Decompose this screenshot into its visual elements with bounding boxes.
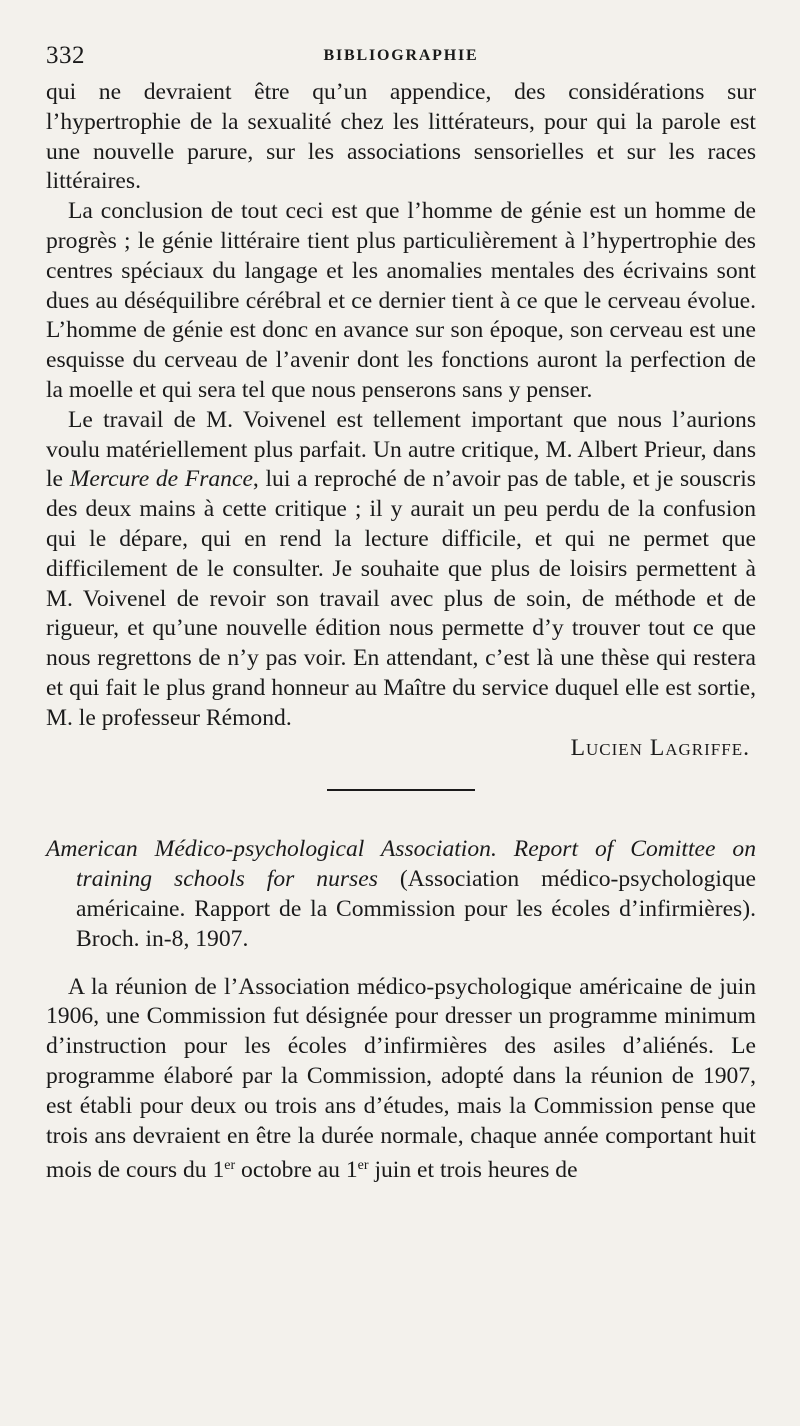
paragraph-review-body — [46, 973, 756, 1187]
paragraph-continuation: qui ne devraient être qu’un appendice, des considérations sur l’hypertrophie de la sexualité chez les littérateurs, pour qui la parole est une nouvelle parure, sur les associations sensorielles et sur les races littéraires. — [46, 79, 756, 195]
body-part-2: octobre au 1 — [235, 1157, 358, 1184]
body-part-3: juin et trois heures de — [368, 1157, 578, 1184]
author-signature: Lucien Lagriffe. — [570, 734, 750, 761]
journal-title: Mercure de France — [69, 466, 253, 493]
page-header — [46, 38, 756, 78]
running-head: BIBLIOGRAPHIE — [323, 47, 479, 64]
section-divider — [327, 789, 475, 791]
review-details: (Association médico-psychologique américaine. Rapport de la Commission pour les écoles d’infirmières). Broch. in-8, 1907. — [76, 866, 757, 952]
page-number: 332 — [46, 42, 85, 69]
superscript-1: er — [224, 1158, 236, 1174]
paragraph-critique — [46, 406, 756, 734]
review-reference — [46, 835, 756, 954]
superscript-2: er — [357, 1158, 369, 1174]
critique-text-before: Le travail de M. Voivenel est tellement important que nous l’aurions voulu matériellement plus parfait. Un autre critique, M. Albert Prieur, dans le — [46, 406, 756, 493]
critique-text-after: , lui a reproché de n’avoir pas de table, et je souscris des deux mains à cette critique ; il y aurait un peu perdu de la confusion qui le dépare, qui en rend la lecture difficile, et qui ne permet que difficilement de le consulter. Je souhaite que plus de loisirs permettent à M. Voivenel de revoir son travail avec plus de soin, de méthode et de rigueur, et qu’une nouvelle édition nous permette d’y trouver tout ce que nous regrettons de n’y pas voir. En attendant, c’est là une thèse qui restera et qui fait le plus grand honneur au Maître du service duquel elle est sortie, M. le professeur Rémond. — [46, 466, 756, 731]
body-part-1: A la réunion de l’Association médico-psychologique américaine de juin 1906, une Commission fut désignée pour dresser un programme minimum d’instruction pour les écoles d’infirmières des asiles d’aliénés. Le programme élaboré par la Commission, adopté dans la réunion de 1907, est établi pour deux ou trois ans d’études, mais la Commission pense que trois ans devraient en être la durée normale, chaque année comportant huit mois de cours du 1 — [46, 973, 756, 1184]
review-title: American Médico-psychological Association. Report of Comittee on training schools for nurses — [46, 836, 756, 893]
paragraph-conclusion: La conclusion de tout ceci est que l’homme de génie est un homme de progrès ; le génie littéraire tient plus particulièrement à l’hypertrophie des centres spéciaux du langage et les anomalies mentales des écrivains sont dues au déséquilibre cérébral et ce dernier tient à ce que le cerveau évolue. L’homme de génie est donc en avance sur son époque, son cerveau est une esquisse du cerveau de l’avenir dont les fonctions auront la perfection de la moelle et qui sera tel que nous penserons sans y penser. — [46, 198, 756, 403]
